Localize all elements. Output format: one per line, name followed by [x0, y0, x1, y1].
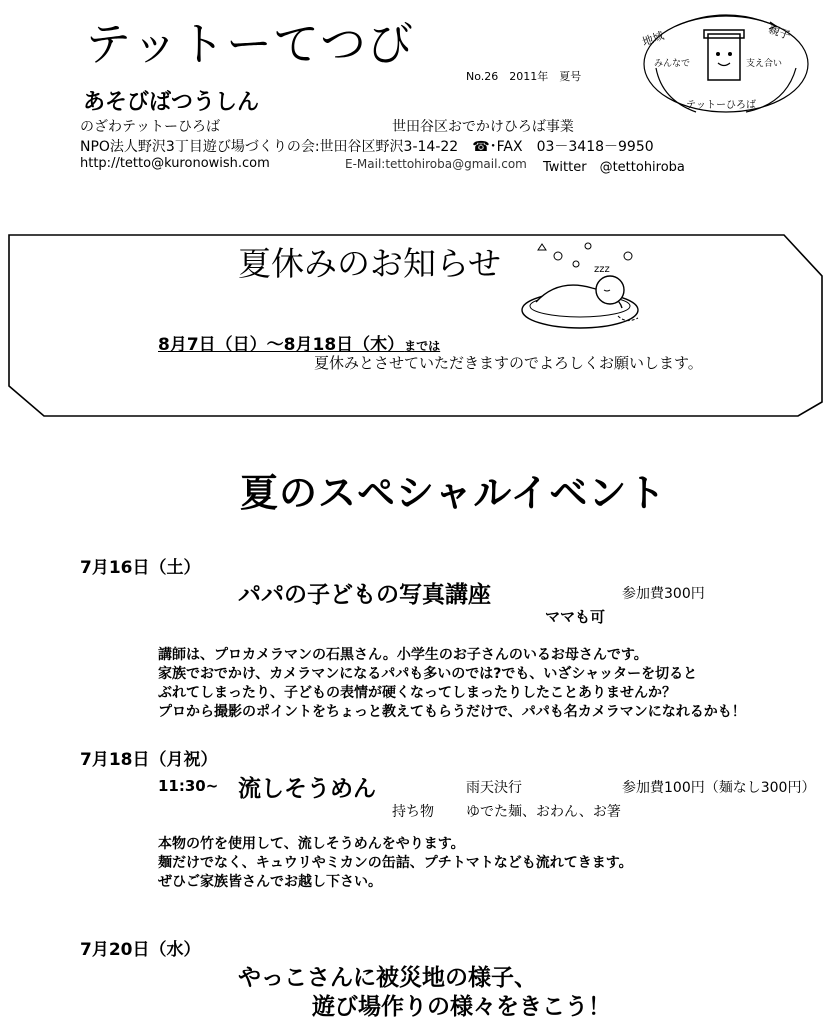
svg-text:zzz: zzz: [594, 264, 610, 275]
logo-text-hiroba: テットーひろば: [686, 100, 756, 111]
twitter-handle[interactable]: Twitter @tettohiroba: [543, 160, 685, 175]
event3-date: 7月20日（水）: [80, 940, 201, 960]
event1-title: パパの子どもの写真講座: [238, 582, 491, 608]
logo-illustration: [636, 8, 816, 120]
event2-bring-label: 持ち物: [392, 804, 434, 820]
event1-fee: 参加費300円: [622, 586, 705, 602]
org-name: のざわテットーひろば: [80, 119, 220, 135]
event2-desc-line: 麺だけでなく、キュウリやミカンの缶詰、プチトマトなども流れてきます。: [158, 855, 633, 871]
newsletter-title: テットーてつび: [85, 17, 414, 71]
event1-date: 7月16日（土）: [80, 558, 201, 578]
event2-title: 流しそうめん: [238, 776, 376, 802]
event2-time: 11:30~: [158, 777, 219, 795]
logo-text-area: 地域: [640, 29, 666, 49]
event2-date: 7月18日（月祝）: [80, 750, 218, 770]
address-line: NPO法人野沢3丁目遊び場づくりの会:世田谷区野沢3-14-22 ☎･FAX 03－3418－9950: [80, 139, 654, 155]
event2-desc-line: 本物の竹を使用して、流しそうめんをやります。: [158, 836, 465, 852]
events-heading: 夏のスペシャルイベント: [240, 471, 667, 515]
notice-body: 夏休みとさせていただきますのでよろしくお願いします。: [314, 354, 703, 372]
issue-number: No.26 2011年 夏号: [466, 70, 582, 83]
event3-title-line2: 遊び場作りの様々をきこう！: [312, 994, 611, 1020]
closure-dates-suffix: までは: [404, 339, 441, 353]
event1-desc-line: ぶれてしまったり、子どもの表情が硬くなってしまったりしたことありませんか？: [158, 685, 676, 701]
event3-title-line1: やっこさんに被災地の様子、: [238, 965, 537, 991]
event1-desc-line: 家族でおでかけ、カメラマンになるパパも多いのでは?でも、いざシャッターを切ると: [158, 666, 698, 682]
sleeping-baby-illustration: [518, 236, 653, 338]
program-name: 世田谷区おでかけひろば事業: [392, 119, 574, 135]
event2-bring-items: ゆでた麺、おわん、お箸: [466, 804, 621, 820]
event2-desc-line: ぜひご家族皆さんでお越し下さい。: [158, 874, 382, 890]
logo-text-parent: 親子: [766, 22, 793, 43]
event2-weather: 雨天決行: [466, 780, 522, 796]
event2-fee: 参加費100円（麺なし300円）: [622, 780, 816, 796]
website-link[interactable]: http://tetto@kuronowish.com: [80, 156, 270, 171]
logo-text-support: 支え合い: [746, 59, 783, 69]
event1-desc-line: プロから撮影のポイントをちょっと教えてもらうだけで、パパも名カメラマンになれるかも！: [158, 704, 746, 720]
logo-text-together: みんなで: [654, 59, 691, 69]
event1-desc-line: 講師は、プロカメラマンの石黒さん。小学生のお子さんのいるお母さんです。: [158, 647, 648, 663]
email-link[interactable]: E-Mail:tettohiroba@gmail.com: [345, 157, 527, 171]
newsletter-subtitle: あそびばつうしん: [83, 90, 260, 115]
notice-title: 夏休みのお知らせ: [238, 244, 502, 283]
event1-note: ママも可: [545, 608, 606, 626]
closure-date-range: 8月7日（日）～8月18日（木）: [158, 335, 405, 355]
